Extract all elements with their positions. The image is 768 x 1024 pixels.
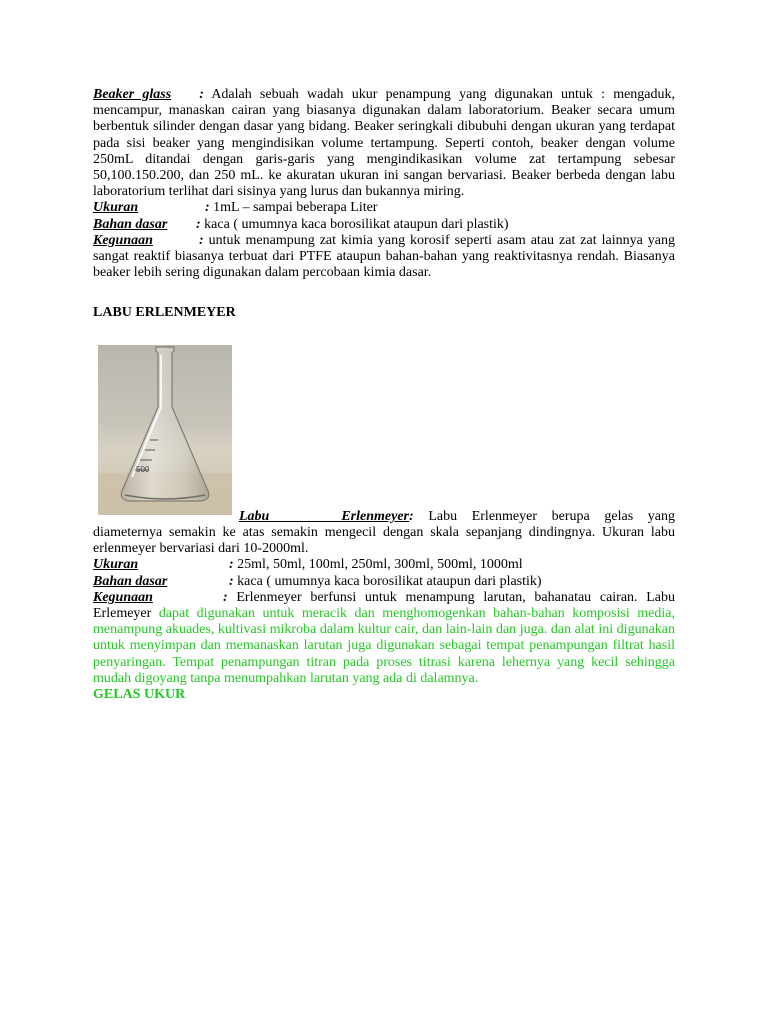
beaker-ukuran-value: 1mL – sampai beberapa Liter	[213, 200, 378, 216]
erlenmeyer-section	[93, 525, 675, 703]
beaker-definition	[93, 87, 675, 200]
erlenmeyer-bahan-label: Bahan dasar	[93, 573, 168, 589]
flask-volume-marking: 500	[136, 465, 150, 474]
erlenmeyer-bahan-row	[93, 574, 675, 590]
erlenmeyer-flask-photo	[98, 345, 232, 515]
erlenmeyer-ukuran-label: Ukuran	[93, 557, 139, 573]
beaker-kegunaan-value: untuk menampung zat kimia yang korosif seperti asam atau zat zat lainnya yang sangat reaktif biasanya terbuat dari PTFE ataupun bahan-bahan yang reaktivitasnya rendah. Biasanya beaker lebih sering digunakan dalam percobaan kimia dasar.	[93, 232, 675, 281]
beaker-kegunaan-row	[93, 233, 675, 282]
beaker-kegunaan-colon: :	[199, 232, 204, 248]
erlenmeyer-kegunaan-black: Erlenmeyer berfunsi untuk menampung larutan, bahanatau cairan. Labu Erlemeyer	[93, 589, 676, 622]
beaker-kegunaan-label: Kegunaan	[93, 232, 153, 248]
erlenmeyer-colon: :	[409, 509, 414, 524]
erlenmeyer-ukuran-colon: :	[229, 557, 234, 573]
beaker-colon: :	[199, 87, 204, 102]
beaker-ukuran-label: Ukuran	[93, 200, 139, 216]
erlenmeyer-definition-first-line	[239, 509, 675, 525]
beaker-ukuran-colon: :	[205, 200, 210, 216]
erlenmeyer-kegunaan-colon: :	[223, 589, 228, 605]
erlenmeyer-definition-rest: diameternya semakin ke atas semakin mengecil dengan skala sepanjang dindingnya. Ukuran labu erlenmeyer bervariasi dari 10-2000ml.	[93, 525, 675, 557]
beaker-section	[93, 87, 675, 281]
erlenmeyer-kegunaan-green: dapat digunakan untuk meracik dan menghomogenkan bahan-bahan komposisi media, menampung akuades, kultivasi mikroba dalam kultur cair, dan lain-lain dan juga. dan alat ini digunakan untuk menyimpan dan memanaskan larutan juga digunakan sebagai tempat penampungan filtrat hasil penyaringan. Tempat penampungan titran pada proses titrasi karena lehernya yang kecil sehingga mudah digoyang tanpa menumpahkan larutan yang ada di dalamnya.	[93, 606, 675, 686]
erlenmeyer-heading: LABU ERLENMEYER	[93, 305, 236, 320]
gelas-ukur-heading: GELAS UKUR	[93, 687, 186, 703]
erlenmeyer-kegunaan-label: Kegunaan	[93, 589, 153, 605]
beaker-bahan-label: Bahan dasar	[93, 216, 168, 232]
erlenmeyer-flask-icon	[98, 345, 232, 515]
erlenmeyer-ukuran-value: 25ml, 50ml, 100ml, 250ml, 300ml, 500ml, 1000ml	[237, 557, 523, 573]
erlenmeyer-definition-first: Labu Erlenmeyer berupa gelas yang	[428, 509, 675, 524]
erlenmeyer-term: Labu Erlenmeyer	[239, 509, 409, 524]
beaker-bahan-row	[93, 217, 675, 233]
beaker-bahan-colon: :	[196, 216, 201, 232]
erlenmeyer-kegunaan-row	[93, 590, 675, 687]
beaker-bahan-value: kaca ( umumnya kaca borosilikat ataupun dari plastik)	[204, 216, 509, 232]
erlenmeyer-bahan-colon: :	[229, 573, 234, 589]
beaker-definition-text: Adalah sebuah wadah ukur penampung yang digunakan untuk : mengaduk, mencampur, manaskan cairan yang biasanya digunakan dalam laboratorium. Beaker secara umum berbentuk silinder dengan dasar yang bidang. Beaker seringkali dibubuhi dengan ukuran yang terdapat pada sisi beaker yang mengindisikan volume tertampung. Seperti contoh, beaker dengan volume 250mL ditandai dengan garis-garis yang mengindikasikan volume zat tertampung sebesar 50,100.150.200, dan 250 mL. ke akuratan ukuran ini sangan bervariasi. Beaker berbeda dengan labu laboratorium terlihat dari sisinya yang lurus dan bukannya miring.	[93, 87, 676, 200]
beaker-term: Beaker glass	[93, 87, 172, 102]
erlenmeyer-bahan-value: kaca ( umumnya kaca borosilikat ataupun dari plastik)	[237, 573, 542, 589]
erlenmeyer-ukuran-row	[93, 557, 675, 573]
beaker-ukuran-row	[93, 200, 675, 216]
